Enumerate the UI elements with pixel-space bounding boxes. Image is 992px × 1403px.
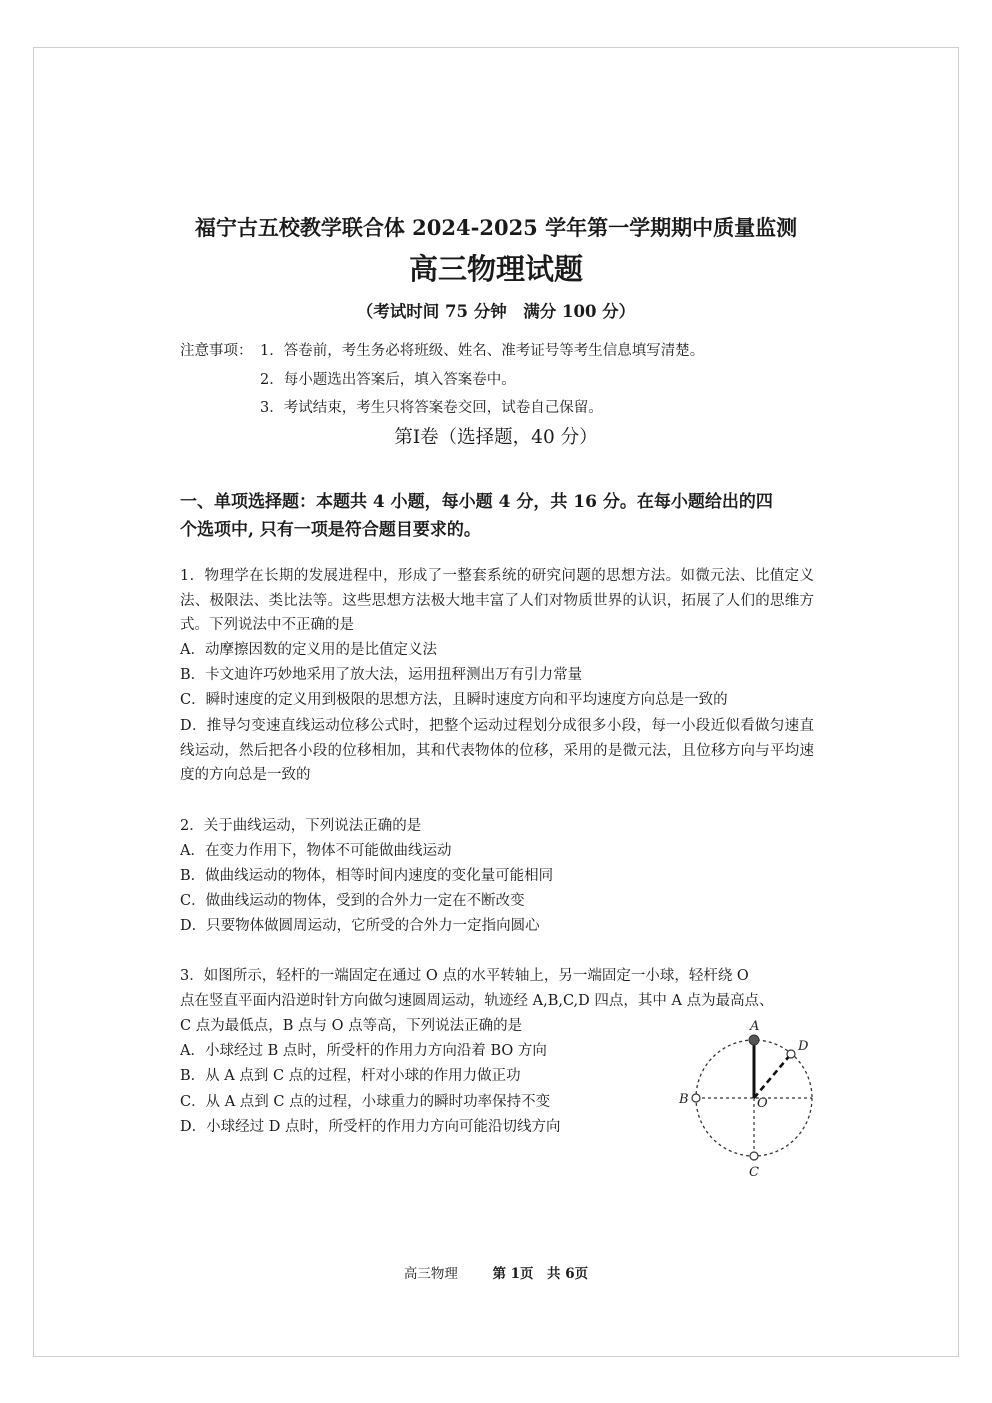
label-a: A: [750, 1019, 760, 1034]
q1-option-b: B．卡文迪许巧妙地采用了放大法，运用扭秤测出万有引力常量: [180, 667, 583, 683]
ball-at-a: [749, 1035, 759, 1045]
page-footer: [0, 1262, 992, 1282]
q2-stem: 2．关于曲线运动，下列说法正确的是: [180, 818, 422, 834]
footer-subject: 高三物理: [403, 1266, 458, 1282]
q2-option-a: A．在变力作用下，物体不可能做曲线运动: [180, 843, 452, 859]
notice-label: 注意事项：: [180, 343, 253, 359]
label-d: D: [798, 1039, 809, 1054]
exam-info: （考试时间 75 分钟 满分 100 分）: [356, 302, 636, 321]
q3-option-a: A．小球经过 B 点时，所受杆的作用力方向沿着 BO 方向: [180, 1043, 547, 1059]
q1-option-c: C．瞬时速度的定义用到极限的思想方法，且瞬时速度方向和平均速度方向总是一致的: [180, 692, 728, 708]
page-title: 高三物理试题: [408, 252, 583, 286]
q3-stem-line2: 点在竖直平面内沿逆时针方向做匀速圆周运动，轨迹经 A,B,C,D 四点，其中 A 点为最高点、: [180, 993, 774, 1009]
q1-stem: 1．物理学在长期的发展进程中，形成了一整套系统的研究问题的思想方法。如微元法、比值定义法、极限法、类比法等。这些思想方法极大地丰富了人们对物质世界的认识，拓展了人们的思维方式。下列说法中不正确的是: [180, 568, 814, 633]
label-b: B: [679, 1092, 689, 1107]
section-title: 第Ⅰ卷（选择题，40 分）: [394, 427, 598, 448]
q3-option-d: D．小球经过 D 点时，所受杆的作用力方向可能沿切线方向: [180, 1119, 561, 1135]
part1-heading-line1: 一、单项选择题：本题共 4 小题，每小题 4 分，共 16 分。在每小题给出的四: [180, 492, 773, 512]
footer-page-number: 第 1页 共 6页: [492, 1266, 589, 1282]
notice-item-2: 2．每小题选出答案后，填入答案卷中。: [260, 372, 516, 388]
q3-stem-line3: C 点为最低点，B 点与 O 点等高，下列说法正确的是: [180, 1018, 523, 1034]
q3-option-c: C．从 A 点到 C 点的过程，小球重力的瞬时功率保持不变: [180, 1094, 551, 1110]
notice-item-3: 3．考试结束，考生只将答案卷交回，试卷自己保留。: [260, 400, 603, 416]
point-b-marker: [692, 1094, 700, 1102]
q3-stem-line1: 3．如图所示，轻杆的一端固定在通过 O 点的水平转轴上，另一端固定一小球，轻杆绕 O: [180, 968, 749, 984]
rod-dashed-position: [754, 1054, 791, 1098]
q3-circle-figure: [670, 1015, 830, 1185]
q2-option-d: D．只要物体做圆周运动，它所受的合外力一定指向圆心: [180, 918, 540, 934]
point-c-marker: [750, 1152, 758, 1160]
part1-heading-line2: 个选项中, 只有一项是符合题目要求的。: [180, 520, 481, 540]
label-c: C: [749, 1165, 759, 1180]
point-d-marker: [787, 1050, 795, 1058]
exam-header-line: 福宁古五校教学联合体 2024-2025 学年第一学期期中质量监测: [194, 215, 798, 240]
q2-option-b: B．做曲线运动的物体，相等时间内速度的变化量可能相同: [180, 868, 554, 884]
q1-option-d: D．推导匀变速直线运动位移公式时，把整个运动过程划分成很多小段，每一小段近似看做匀速直线运动，然后把各小段的位移相加，其和代表物体的位移，采用的是微元法，且位移方向与平均速度的方向总是一致的: [180, 718, 814, 783]
q2-option-c: C．做曲线运动的物体，受到的合外力一定在不断改变: [180, 893, 525, 909]
notice-item-1: 1．答卷前，考生务必将班级、姓名、准考证号等考生信息填写清楚。: [260, 343, 705, 359]
q3-option-b: B．从 A 点到 C 点的过程，杆对小球的作用力做正功: [180, 1068, 521, 1084]
label-o: O: [757, 1096, 768, 1111]
q1-option-a: A．动摩擦因数的定义用的是比值定义法: [180, 642, 437, 658]
